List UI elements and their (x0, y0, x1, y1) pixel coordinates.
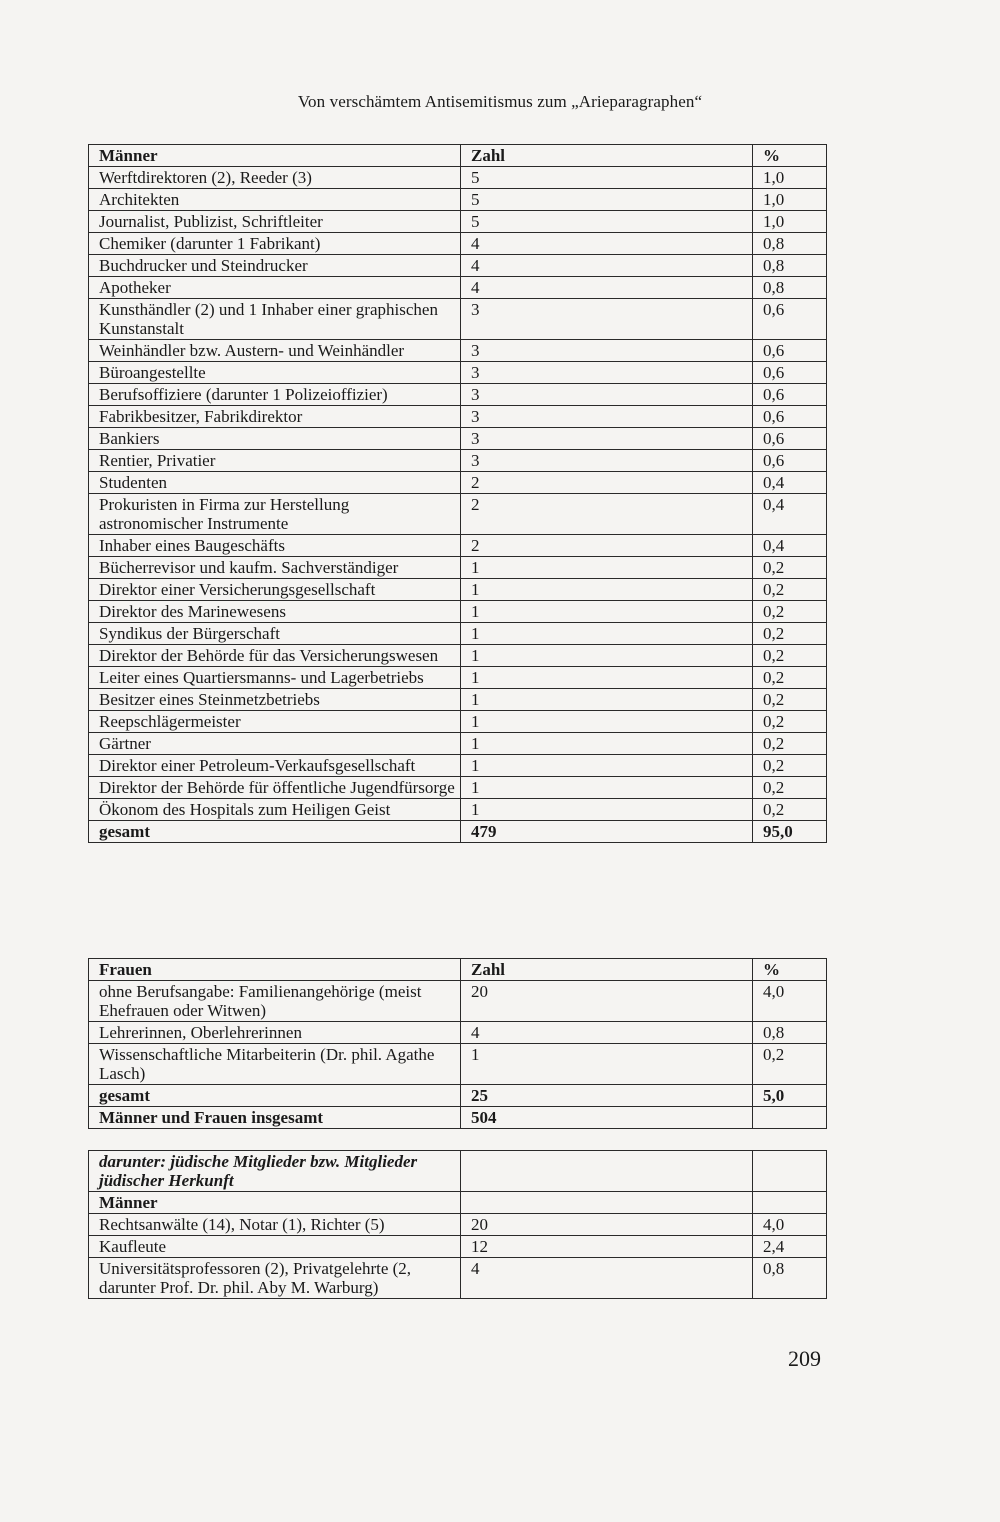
count-cell: 1 (461, 601, 753, 623)
occupation-cell: Syndikus der Bürgerschaft (89, 623, 461, 645)
percent-cell: 0,2 (753, 1044, 827, 1085)
total-percent: 95,0 (753, 821, 827, 843)
occupation-cell: Wissenschaftliche Mitarbeiterin (Dr. phil. Agathe Lasch) (89, 1044, 461, 1085)
occupation-cell: Kunsthändler (2) und 1 Inhaber einer graphischen Kunstanstalt (89, 299, 461, 340)
table-row (89, 799, 827, 821)
occupation-cell: Leiter eines Quartiersmanns- und Lagerbetriebs (89, 667, 461, 689)
occupation-cell: Direktor des Marinewesens (89, 601, 461, 623)
count-cell: 4 (461, 1258, 753, 1299)
occupation-cell: Gärtner (89, 733, 461, 755)
column-header-count: Zahl (461, 959, 753, 981)
occupation-cell: Lehrerinnen, Oberlehrerinnen (89, 1022, 461, 1044)
occupation-cell: Büroangestellte (89, 362, 461, 384)
table-row (89, 362, 827, 384)
percent-cell: 0,4 (753, 535, 827, 557)
count-cell: 3 (461, 340, 753, 362)
running-head: Von verschämtem Antisemitismus zum „Arieparagraphen“ (297, 92, 703, 111)
count-cell: 4 (461, 233, 753, 255)
table-row (89, 494, 827, 535)
percent-cell: 0,4 (753, 472, 827, 494)
table-row (89, 755, 827, 777)
count-cell: 3 (461, 428, 753, 450)
percent-cell: 0,6 (753, 299, 827, 340)
count-cell: 1 (461, 557, 753, 579)
table-row (89, 667, 827, 689)
count-cell: 3 (461, 406, 753, 428)
count-cell: 2 (461, 472, 753, 494)
percent-cell: 4,0 (753, 981, 827, 1022)
percent-cell: 0,2 (753, 689, 827, 711)
count-cell: 3 (461, 384, 753, 406)
table-row (89, 1214, 827, 1236)
table-row (89, 450, 827, 472)
occupation-cell: Weinhändler bzw. Austern- und Weinhändler (89, 340, 461, 362)
occupation-cell: Direktor einer Versicherungsgesellschaft (89, 579, 461, 601)
occupation-cell: Reepschlägermeister (89, 711, 461, 733)
percent-cell: 4,0 (753, 1214, 827, 1236)
grand-total-label: Männer und Frauen insgesamt (89, 1107, 461, 1129)
occupation-cell: Direktor einer Petroleum-Verkaufsgesellschaft (89, 755, 461, 777)
count-cell: 20 (461, 1214, 753, 1236)
occupation-cell: Kaufleute (89, 1236, 461, 1258)
count-cell: 2 (461, 535, 753, 557)
count-cell: 5 (461, 167, 753, 189)
count-cell: 1 (461, 623, 753, 645)
column-header-count: Zahl (461, 145, 753, 167)
occupation-cell: Besitzer eines Steinmetzbetriebs (89, 689, 461, 711)
percent-cell: 0,8 (753, 277, 827, 299)
occupation-cell: Rentier, Privatier (89, 450, 461, 472)
percent-cell: 0,8 (753, 1258, 827, 1299)
percent-cell: 0,2 (753, 711, 827, 733)
percent-cell: 1,0 (753, 167, 827, 189)
percent-cell: 0,8 (753, 255, 827, 277)
empty-cell (753, 1151, 827, 1192)
column-header-occupation: Frauen (89, 959, 461, 981)
table-row (89, 167, 827, 189)
percent-cell: 0,2 (753, 623, 827, 645)
percent-cell: 0,4 (753, 494, 827, 535)
empty-cell (461, 1151, 753, 1192)
table-row (89, 233, 827, 255)
total-label: gesamt (89, 821, 461, 843)
table-row (89, 340, 827, 362)
percent-cell: 0,2 (753, 755, 827, 777)
percent-cell: 0,2 (753, 733, 827, 755)
table-row (89, 601, 827, 623)
table-row (89, 579, 827, 601)
column-header-percent: % (753, 959, 827, 981)
occupation-cell: Bücherrevisor und kaufm. Sachverständiger (89, 557, 461, 579)
table-row (89, 557, 827, 579)
count-cell: 3 (461, 362, 753, 384)
percent-cell: 0,2 (753, 667, 827, 689)
table-row (89, 981, 827, 1022)
empty-cell (753, 1192, 827, 1214)
table-row (89, 428, 827, 450)
count-cell: 20 (461, 981, 753, 1022)
occupation-cell: Fabrikbesitzer, Fabrikdirektor (89, 406, 461, 428)
table-row (89, 1258, 827, 1299)
percent-cell: 0,6 (753, 406, 827, 428)
count-cell: 1 (461, 799, 753, 821)
count-cell: 1 (461, 579, 753, 601)
percent-cell: 0,6 (753, 428, 827, 450)
table-row (89, 472, 827, 494)
count-cell: 4 (461, 277, 753, 299)
percent-cell: 0,6 (753, 362, 827, 384)
table-row (89, 535, 827, 557)
occupation-cell: Chemiker (darunter 1 Fabrikant) (89, 233, 461, 255)
column-header-occupation: Männer (89, 145, 461, 167)
grand-total-count: 504 (461, 1107, 753, 1129)
percent-cell: 1,0 (753, 189, 827, 211)
table-header-row (89, 1151, 827, 1192)
table-header-row (89, 959, 827, 981)
table-row (89, 384, 827, 406)
count-cell: 12 (461, 1236, 753, 1258)
count-cell: 1 (461, 645, 753, 667)
count-cell: 1 (461, 667, 753, 689)
count-cell: 4 (461, 255, 753, 277)
jewish-members-heading: darunter: jüdische Mitglieder bzw. Mitglieder jüdischer Herkunft (89, 1151, 461, 1192)
occupation-cell: Werftdirektoren (2), Reeder (3) (89, 167, 461, 189)
count-cell: 3 (461, 450, 753, 472)
grand-total-row (89, 1107, 827, 1129)
occupation-cell: Journalist, Publizist, Schriftleiter (89, 211, 461, 233)
count-cell: 1 (461, 689, 753, 711)
table-row (89, 299, 827, 340)
table-row (89, 777, 827, 799)
occupation-cell: Bankiers (89, 428, 461, 450)
count-cell: 1 (461, 711, 753, 733)
count-cell: 3 (461, 299, 753, 340)
occupation-cell: Buchdrucker und Steindrucker (89, 255, 461, 277)
table-row (89, 189, 827, 211)
percent-cell: 0,8 (753, 1022, 827, 1044)
count-cell: 5 (461, 189, 753, 211)
total-row (89, 821, 827, 843)
table-row (89, 645, 827, 667)
column-header-percent: % (753, 145, 827, 167)
occupation-cell: Apotheker (89, 277, 461, 299)
occupation-cell: Studenten (89, 472, 461, 494)
count-cell: 5 (461, 211, 753, 233)
total-count: 25 (461, 1085, 753, 1107)
table-row (89, 733, 827, 755)
occupation-cell: Direktor der Behörde für öffentliche Jugendfürsorge (89, 777, 461, 799)
count-cell: 1 (461, 755, 753, 777)
jewish-members-table (88, 1150, 827, 1299)
men-occupation-table (88, 144, 827, 843)
percent-cell: 0,2 (753, 601, 827, 623)
table-row (89, 277, 827, 299)
count-cell: 4 (461, 1022, 753, 1044)
table-row (89, 1022, 827, 1044)
count-cell: 1 (461, 733, 753, 755)
percent-cell: 2,4 (753, 1236, 827, 1258)
percent-cell: 1,0 (753, 211, 827, 233)
percent-cell: 0,6 (753, 340, 827, 362)
empty-cell (461, 1192, 753, 1214)
percent-cell: 0,2 (753, 645, 827, 667)
table-row (89, 211, 827, 233)
count-cell: 2 (461, 494, 753, 535)
table-row (89, 689, 827, 711)
table-row (89, 711, 827, 733)
occupation-cell: Berufsoffiziere (darunter 1 Polizeioffizier) (89, 384, 461, 406)
occupation-cell: ohne Berufsangabe: Familienangehörige (meist Ehefrauen oder Witwen) (89, 981, 461, 1022)
grand-total-percent (753, 1107, 827, 1129)
total-row (89, 1085, 827, 1107)
percent-cell: 0,2 (753, 799, 827, 821)
count-cell: 1 (461, 777, 753, 799)
total-label: gesamt (89, 1085, 461, 1107)
subheader-row (89, 1192, 827, 1214)
occupation-cell: Ökonom des Hospitals zum Heiligen Geist (89, 799, 461, 821)
table-row (89, 406, 827, 428)
total-count: 479 (461, 821, 753, 843)
percent-cell: 0,6 (753, 384, 827, 406)
jewish-members-subheading: Männer (89, 1192, 461, 1214)
occupation-cell: Universitätsprofessoren (2), Privatgelehrte (2, darunter Prof. Dr. phil. Aby M. Warburg) (89, 1258, 461, 1299)
percent-cell: 0,2 (753, 777, 827, 799)
women-occupation-table (88, 958, 827, 1129)
percent-cell: 0,6 (753, 450, 827, 472)
table-row (89, 1044, 827, 1085)
occupation-cell: Inhaber eines Baugeschäfts (89, 535, 461, 557)
page-number: 209 (788, 1346, 821, 1371)
percent-cell: 0,8 (753, 233, 827, 255)
percent-cell: 0,2 (753, 579, 827, 601)
count-cell: 1 (461, 1044, 753, 1085)
table-row (89, 1236, 827, 1258)
occupation-cell: Architekten (89, 189, 461, 211)
table-row (89, 255, 827, 277)
table-header-row (89, 145, 827, 167)
table-row (89, 623, 827, 645)
occupation-cell: Prokuristen in Firma zur Herstellung astronomischer Instrumente (89, 494, 461, 535)
total-percent: 5,0 (753, 1085, 827, 1107)
occupation-cell: Rechtsanwälte (14), Notar (1), Richter (5) (89, 1214, 461, 1236)
percent-cell: 0,2 (753, 557, 827, 579)
occupation-cell: Direktor der Behörde für das Versicherungswesen (89, 645, 461, 667)
